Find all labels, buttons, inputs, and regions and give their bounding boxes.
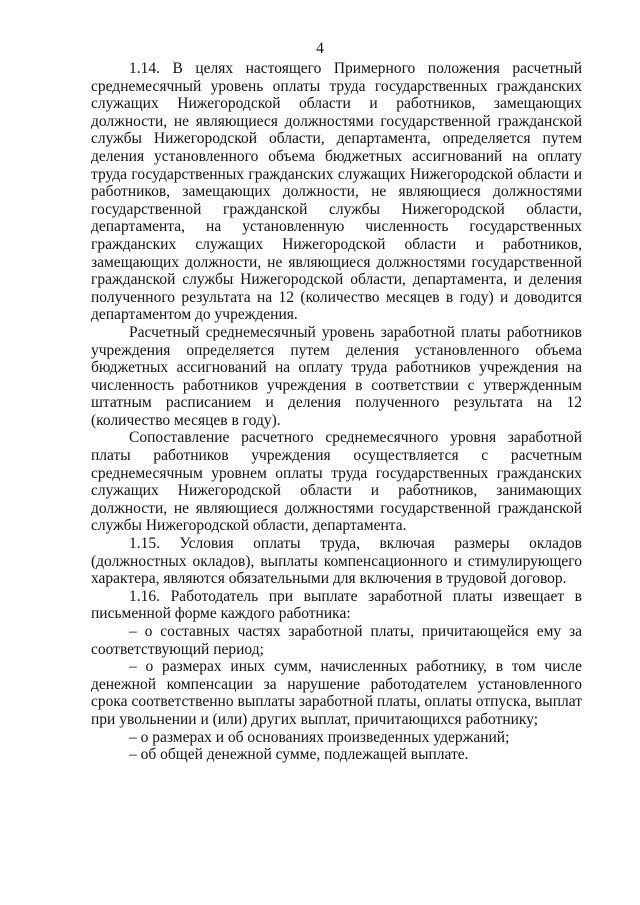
page-number: 4 [316,40,324,57]
document-body [91,60,582,764]
list-item-other-sums: – о размерах иных сумм, начисленных работнику, в том числе денежной компенсации за нарушение работодателем установленного срока соответственно выплаты заработной платы, оплаты отпуска, выплат при увольнении и (или) других выплат, причитающихся работнику; [91,658,582,728]
list-item-total-amount: – об общей денежной сумме, подлежащей выплате. [129,746,469,764]
paragraph-1-15: 1.15. Условия оплаты труда, включая размеры окладов (должностных окладов), выплаты компенсационного и стимулирующего характера, являются обязательными для включения в трудовой договор. [91,535,582,588]
paragraph-1-16: 1.16. Работодатель при выплате заработной платы извещает в письменной форме каждого работника: [91,587,582,623]
paragraph-1-14: 1.14. В целях настоящего Примерного положения расчетный среднемесячный уровень оплаты труда государственных гражданских служащих Нижегородской области и работников, замещающих должности, не являющиеся должностями государственной гражданской службы Нижегородской области, департамента, определяется путем деления установленного объема бюджетных ассигнований на оплату труда государственных гражданских служащих Нижегородской области и работников, замещающих должности, не являющиеся должностями государственной гражданской службы Нижегородской области, департамента, на установленную численность государственных гражданских служащих Нижегородской области и работников, замещающих должности, не являющиеся должностями государственной гражданской службы Нижегородской области, департамента, и деления полученного результата на 12 (количество месяцев в году) и доводится департаментом до учреждения. [91,60,582,324]
list-item-deductions: – о размерах и об основаниях произведенных удержаний; [129,728,510,746]
paragraph-comparison: Сопоставление расчетного среднемесячного уровня заработной платы работников учреждения осуществляется с расчетным среднемесячным уровнем оплаты труда государственных гражданских служащих Нижегородской области и работников, занимающих должности, не являющиеся должностями государственной гражданской службы Нижегородской области, департамента. [91,429,582,535]
paragraph-calculated-salary: Расчетный среднемесячный уровень заработной платы работников учреждения определяется путем деления установленного объема бюджетных ассигнований на оплату труда работников учреждения на численность работников учреждения в соответствии с утвержденным штатным расписанием и деления полученного результата на 12 (количество месяцев в году). [91,323,582,429]
list-item-salary-parts: – о составных частях заработной платы, причитающейся ему за соответствующий период; [91,623,582,658]
